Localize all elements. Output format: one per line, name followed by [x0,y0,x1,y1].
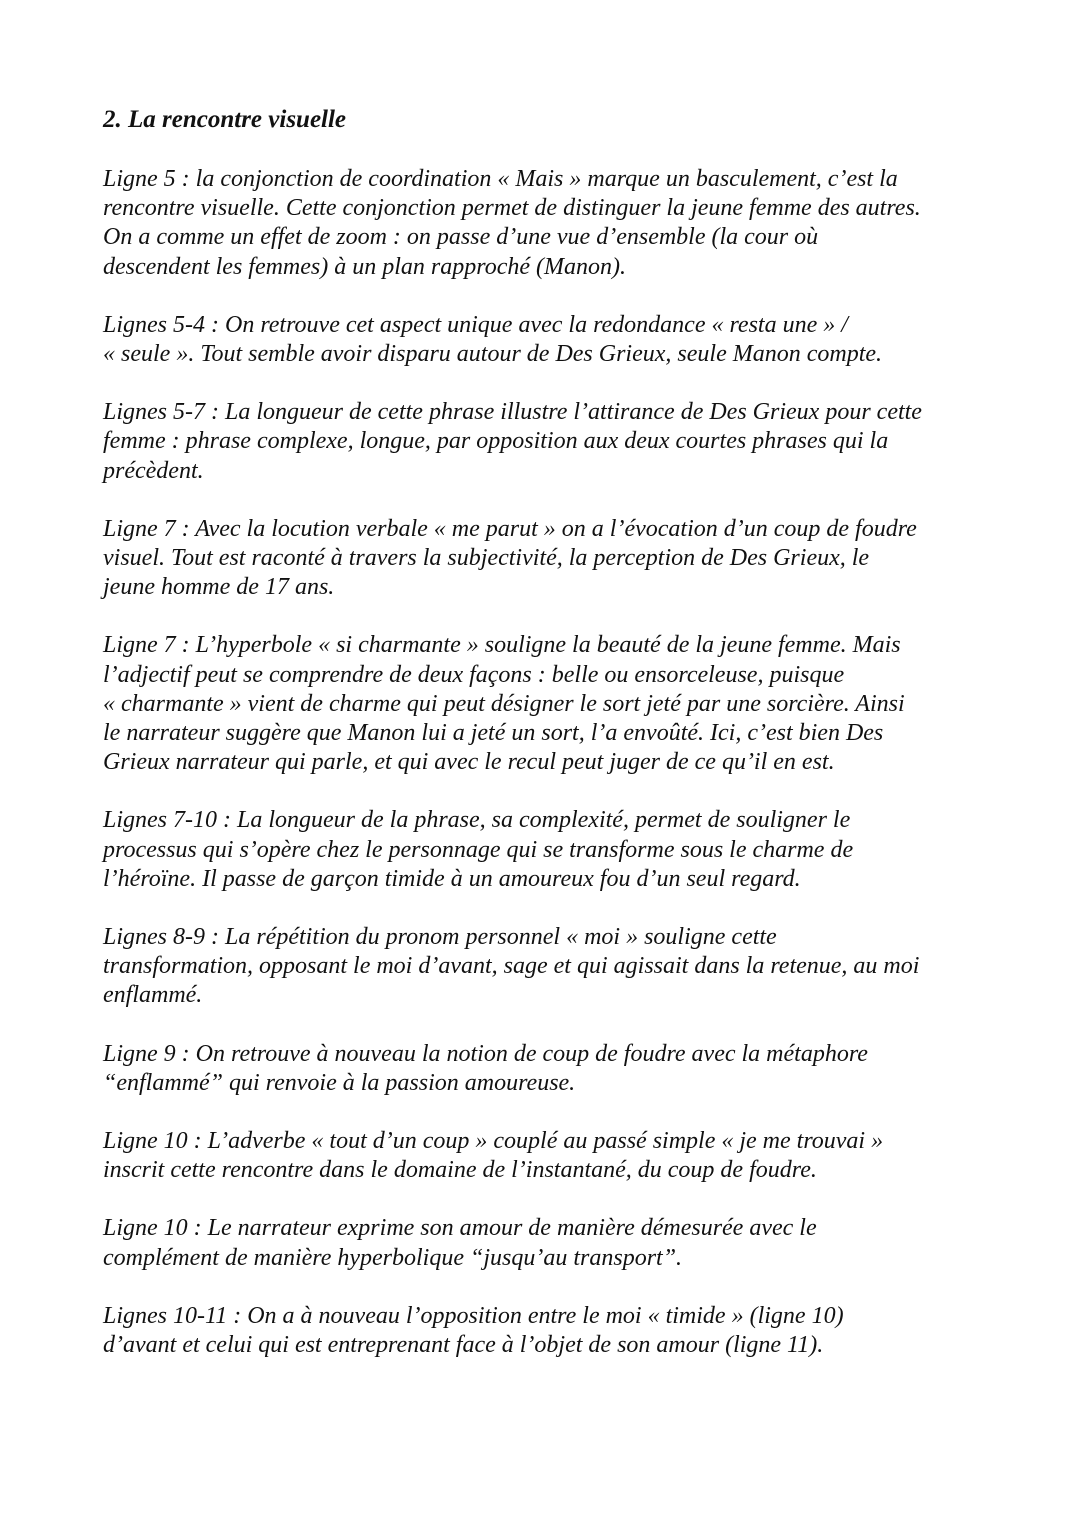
paragraph [103,165,1003,282]
text-line: Ligne 10 : L’adverbe « tout d’un coup » couplé au passé simple « je me trouvai » [103,1128,884,1155]
paragraph [103,1214,1003,1272]
paragraph [103,806,1003,894]
text-line: jeune homme de 17 ans. [103,574,335,601]
text-line: transformation, opposant le moi d’avant, sage et qui agissait dans la retenue, au moi [103,953,920,980]
text-line: femme : phrase complexe, longue, par opposition aux deux courtes phrases qui la [103,428,889,455]
text-line: d’avant et celui qui est entreprenant face à l’objet de son amour (ligne 11). [103,1332,824,1359]
paragraph [103,311,1003,369]
paragraph [103,1302,1003,1360]
text-line: processus qui s’opère chez le personnage qui se transforme sous le charme de [103,836,854,863]
document-page [103,104,1003,1389]
text-line: « seule ». Tout semble avoir disparu autour de Des Grieux, seule Manon compte. [103,341,883,368]
text-line: l’héroïne. Il passe de garçon timide à un amoureux fou d’un seul regard. [103,865,801,892]
text-line: « charmante » vient de charme qui peut désigner le sort jeté par une sorcière. Ainsi [103,690,905,717]
text-line: enflammé. [103,982,203,1009]
text-line: complément de manière hyperbolique “jusqu’au transport”. [103,1244,683,1271]
paragraph [103,515,1003,603]
text-line: Lignes 7-10 : La longueur de la phrase, sa complexité, permet de souligner le [103,807,851,834]
text-line: Lignes 10-11 : On a à nouveau l’opposition entre le moi « timide » (ligne 10) [103,1302,844,1329]
text-line: Lignes 5-7 : La longueur de cette phrase illustre l’attirance de Des Grieux pour cette [103,399,922,426]
paragraph [103,923,1003,1011]
text-line: rencontre visuelle. Cette conjonction permet de distinguer la jeune femme des autres. [103,195,921,222]
paragraph [103,1040,1003,1098]
text-line: l’adjectif peut se comprendre de deux façons : belle ou ensorceleuse, puisque [103,661,845,688]
text-line: descendent les femmes) à un plan rapproché (Manon). [103,253,626,280]
paragraphs [103,165,1003,1360]
paragraph [103,1127,1003,1185]
text-line: Ligne 7 : Avec la locution verbale « me parut » on a l’évocation d’un coup de foudre [103,515,917,542]
text-line: Ligne 10 : Le narrateur exprime son amour de manière démesurée avec le [103,1215,817,1242]
text-line: inscrit cette rencontre dans le domaine de l’instantané, du coup de foudre. [103,1157,817,1184]
text-line: Grieux narrateur qui parle, et qui avec le recul peut juger de ce qu’il en est. [103,749,835,776]
text-line: précèdent. [103,457,204,484]
text-line: “enflammé” qui renvoie à la passion amoureuse. [103,1069,576,1096]
section-title: 2. La rencontre visuelle [103,106,347,133]
text-line: Ligne 5 : la conjonction de coordination « Mais » marque un basculement, c’est la [103,166,898,192]
paragraph [103,398,1003,486]
text-line: On a comme un effet de zoom : on passe d’une vue d’ensemble (la cour où [103,224,819,251]
text-line: Ligne 7 : L’hyperbole « si charmante » souligne la beauté de la jeune femme. Mais [103,632,901,659]
text-line: Ligne 9 : On retrouve à nouveau la notion de coup de foudre avec la métaphore [103,1040,868,1067]
text-line: Lignes 5-4 : On retrouve cet aspect unique avec la redondance « resta une » / [103,311,848,338]
paragraph [103,631,1003,777]
text-line: le narrateur suggère que Manon lui a jeté un sort, l’a envoûté. Ici, c’est bien Des [103,720,884,747]
text-line: visuel. Tout est raconté à travers la subjectivité, la perception de Des Grieux, le [103,545,870,572]
text-line: Lignes 8-9 : La répétition du pronom personnel « moi » souligne cette [103,924,777,951]
